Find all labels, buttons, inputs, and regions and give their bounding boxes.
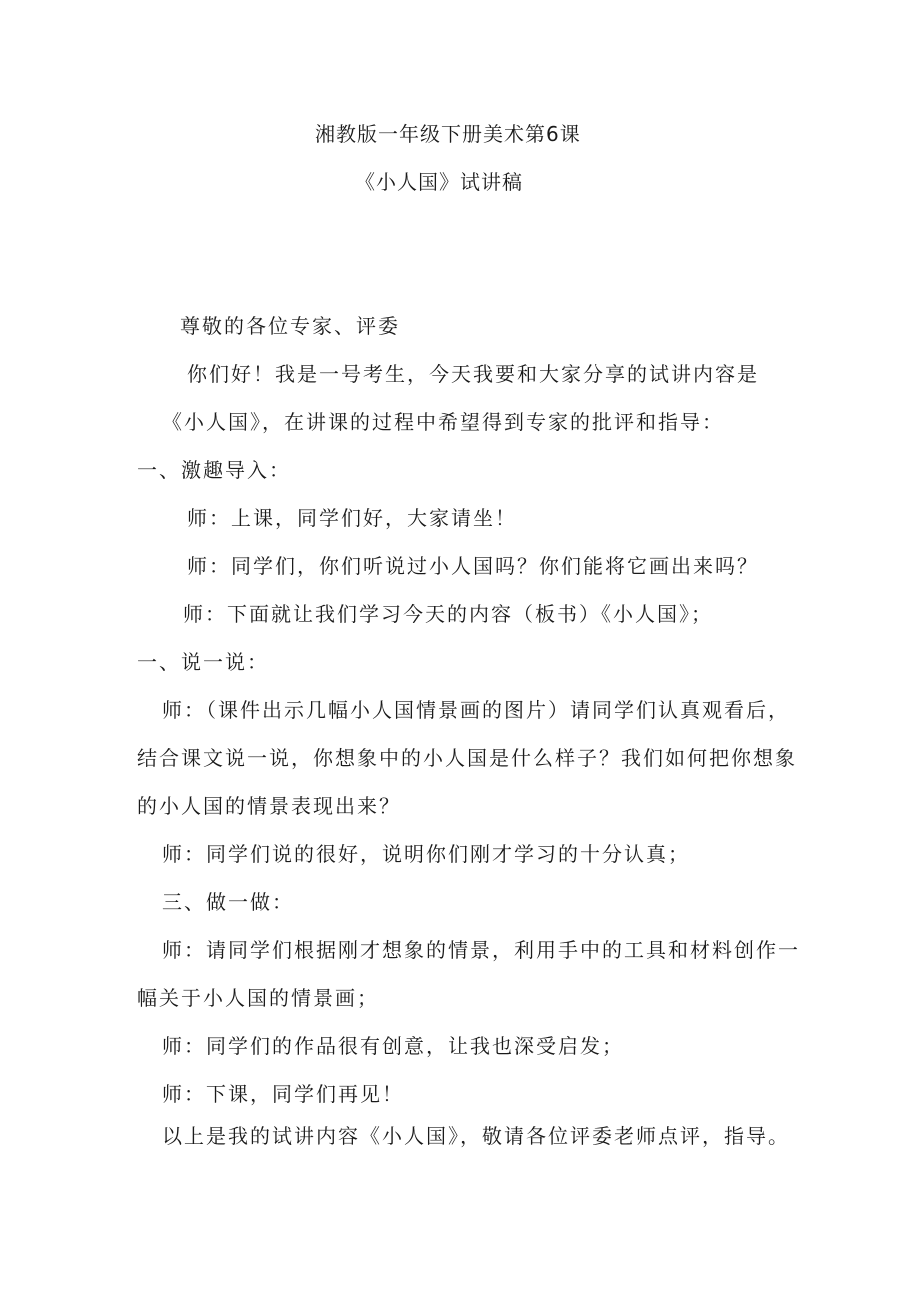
document-title-line1: 湘教版一年级下册美术第6课 — [315, 122, 581, 146]
intro-line-2: 《小人国》，在讲课的过程中希望得到专家的批评和指导： — [162, 410, 724, 434]
greeting: 尊敬的各位专家、评委 — [180, 314, 400, 338]
section3-paragraph-3: 师：下课，同学们再见！ — [162, 1082, 404, 1106]
section2-paragraph-1-line-1: 师：（课件出示几幅小人国情景画的图片）请同学们认真观看后， — [162, 698, 790, 722]
section3-paragraph-2: 师：同学们的作品很有创意，让我也深受启发； — [162, 1034, 624, 1058]
section3-paragraph-1-line-2: 幅关于小人国的情景画； — [137, 986, 379, 1010]
document-title-line2: 《小人国》试讲稿 — [355, 170, 523, 194]
section3-paragraph-1-line-1: 师：请同学们根据刚才想象的情景，利用手中的工具和材料创作一 — [162, 938, 800, 962]
section1-paragraph-1: 师：上课，同学们好，大家请坐！ — [187, 506, 517, 530]
section-heading-talk: 一、说一说： — [137, 650, 269, 674]
section2-paragraph-1-line-2: 结合课文说一说，你想象中的小人国是什么样子？我们如何把你想象 — [137, 746, 797, 770]
section2-paragraph-2: 师：同学们说的很好，说明你们刚才学习的十分认真； — [162, 842, 690, 866]
section1-paragraph-3: 师：下面就让我们学习今天的内容（板书）《小人国》； — [183, 602, 713, 626]
section2-paragraph-1-line-3: 的小人国的情景表现出来？ — [137, 794, 401, 818]
closing-statement: 以上是我的试讲内容《小人国》，敬请各位评委老师点评，指导。 — [162, 1124, 790, 1148]
section-heading-intro: 一、激趣导入： — [137, 458, 291, 482]
intro-line-1: 你们好！我是一号考生，今天我要和大家分享的试讲内容是 — [187, 362, 759, 386]
section-heading-do: 三、做一做： — [162, 890, 294, 914]
section1-paragraph-2: 师：同学们，你们听说过小人国吗？你们能将它画出来吗？ — [187, 554, 759, 578]
